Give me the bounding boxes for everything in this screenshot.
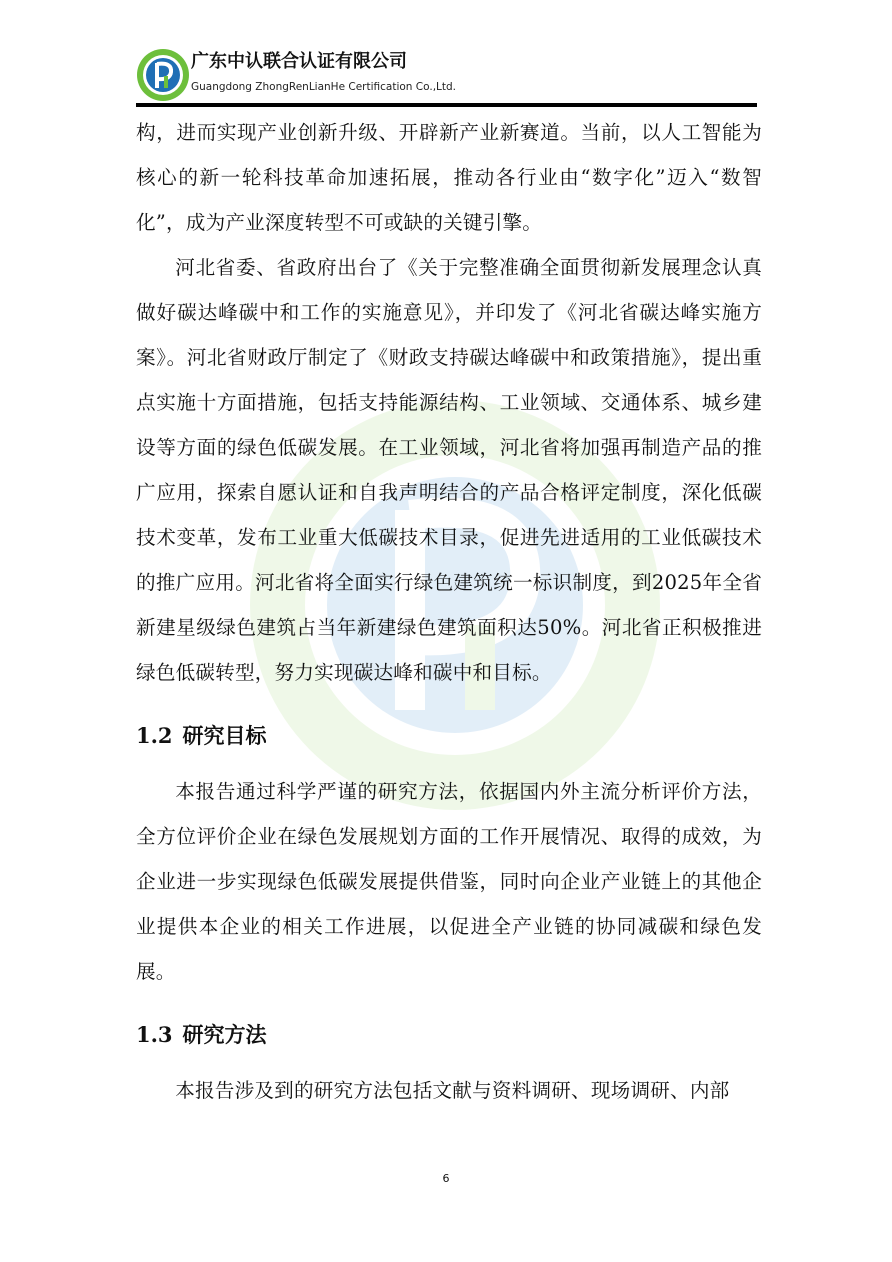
section-number: 1.2 — [136, 723, 173, 748]
section-title: 研究目标 — [182, 724, 267, 748]
paragraph-hebei-policy: 河北省委、省政府出台了《关于完整准确全面贯彻新发展理念认真做好碳达峰碳中和工作的实施意见》，并印发了《河北省碳达峰实施方案》。河北省财政厅制定了《财政支持碳达峰碳中和政策措施》，提出重点实施十方面措施，包括支持能源结构、工业领域、交通体系、城乡建设等方面的绿色低碳发展。在工业领域，河北省将加强再制造产品的推广应用，探索自愿认证和自我声明结合的产品合格评定制度，深化低碳技术变革，发布工业重大低碳技术目录，促进先进适用的工业低碳技术的推广应用。河北省将全面实行绿色建筑统一标识制度，到2025年全省新建星级绿色建筑占当年新建绿色建筑面积达50%。河北省正积极推进绿色低碳转型，努力实现碳达峰和碳中和目标。 — [136, 256, 762, 684]
paragraph-continued: 构，进而实现产业创新升级、开辟新产业新赛道。当前，以人工智能为核心的新一轮科技革命加速拓展，推动各行业由“数字化”迈入“数智化”，成为产业深度转型不可或缺的关键引擎。 — [136, 121, 762, 234]
company-name-en: Guangdong ZhongRenLianHe Certification Co.,Ltd. — [191, 81, 457, 93]
page-number: 6 — [442, 1172, 450, 1185]
paragraph-research-method: 本报告涉及到的研究方法包括文献与资料调研、现场调研、内部 — [175, 1079, 730, 1102]
section-number: 1.3 — [136, 1022, 173, 1047]
section-heading-1-3 — [136, 1020, 762, 1050]
section-title: 研究方法 — [182, 1023, 267, 1047]
company-logo-icon — [136, 48, 190, 102]
document-body — [136, 110, 762, 1113]
page-header — [136, 44, 756, 110]
paragraph-research-goal: 本报告通过科学严谨的研究方法，依据国内外主流分析评价方法，全方位评价企业在绿色发展规划方面的工作开展情况、取得的成效，为企业进一步实现绿色低碳发展提供借鉴，同时向企业产业链上的其他企业提供本企业的相关工作进展，以促进全产业链的协同减碳和绿色发展。 — [136, 780, 762, 983]
header-rule — [136, 103, 757, 107]
company-name-cn: 广东中认联合认证有限公司 — [191, 51, 407, 72]
section-heading-1-2 — [136, 721, 762, 751]
